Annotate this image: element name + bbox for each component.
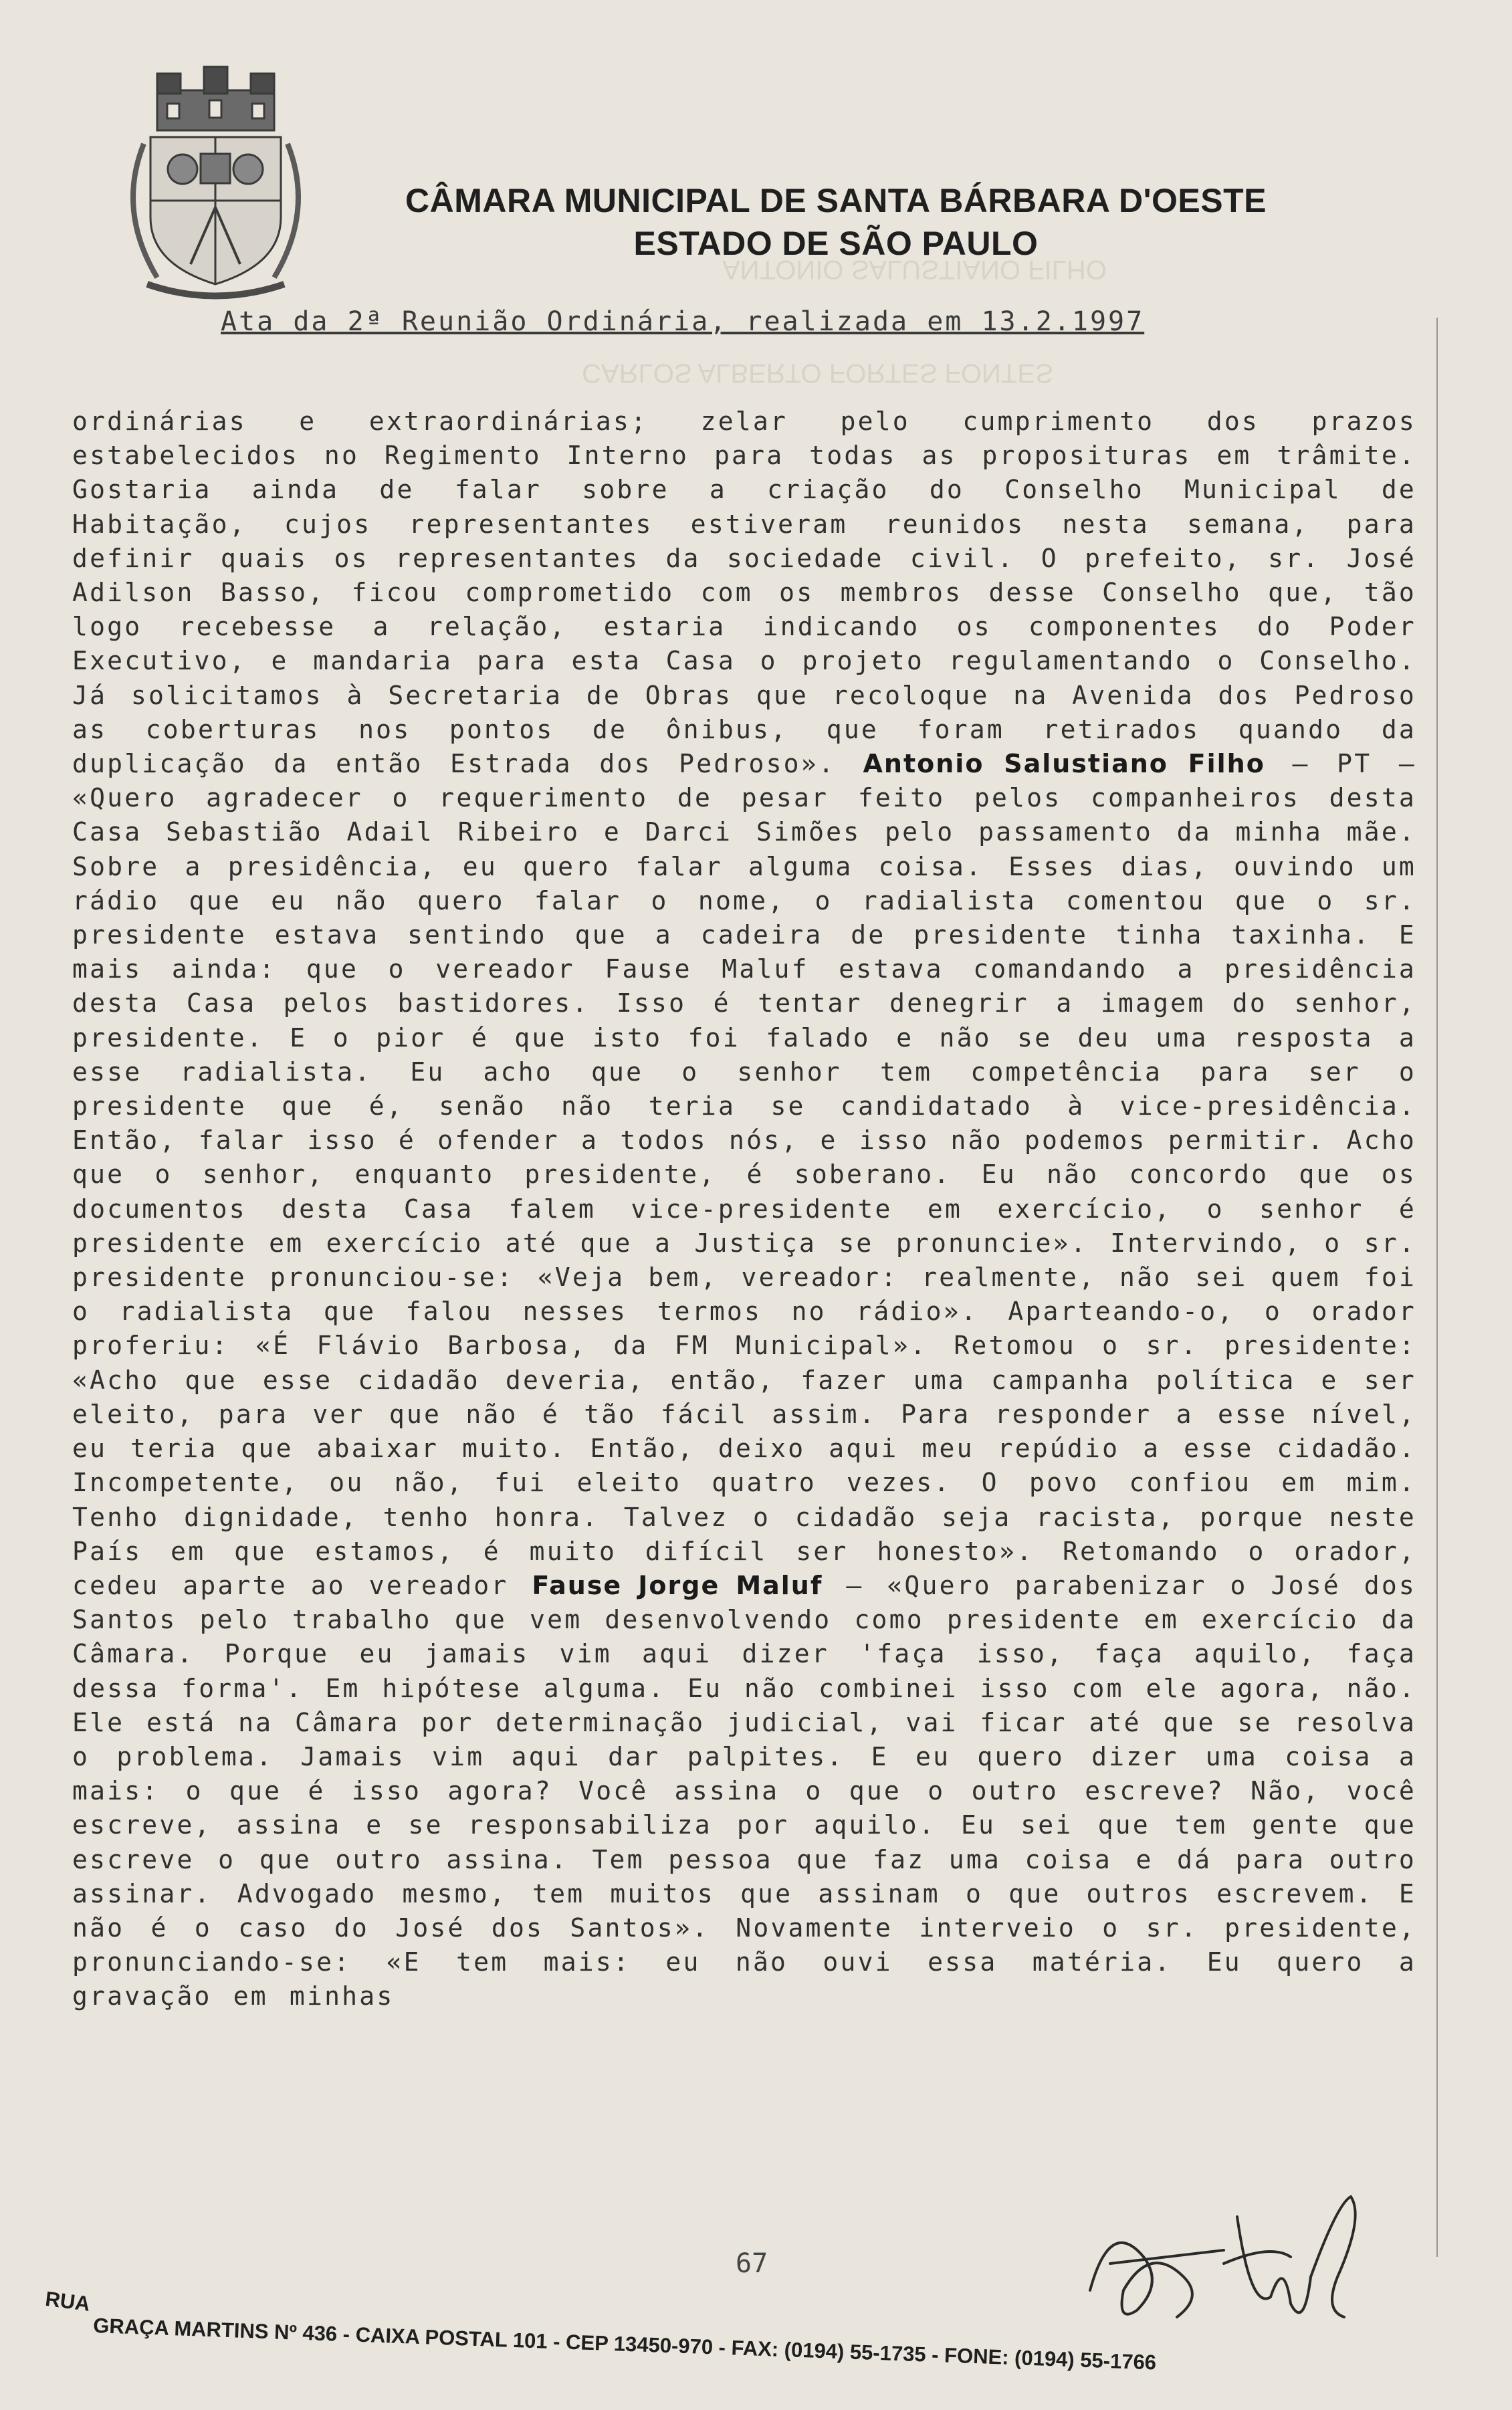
- minutes-body: [72, 405, 1416, 2014]
- institution-name: CÂMARA MUNICIPAL DE SANTA BÁRBARA D'OESTE: [405, 182, 1267, 219]
- letterhead: [374, 179, 1297, 265]
- footer-contact-info: GRAÇA MARTINS Nº 436 - CAIXA POSTAL 101 - CEP 13450-970 - FAX: (0194) 55-1735 - FONE: (0194) 55-1766: [92, 2314, 1157, 2375]
- right-margin-line: [1436, 318, 1438, 2257]
- coat-of-arms-emblem: [117, 64, 314, 308]
- bleed-through-text: CARLOS ALBERTO FORTES FONTES: [582, 358, 1053, 388]
- paragraph-text: – PT – «Quero agradecer o requerimento de pesar feito pelos companheiros desta Casa Sebastião Adail Ribeiro e Darci Simões pelo passamento da minha mãe. Sobre a presidência, eu quero falar alguma coisa. Esses dias, ouvindo um rádio que eu não quero falar o nome, o radialista comentou que o sr. presidente estava sentindo que a cadeira de presidente tinha taxinha. E mais ainda: que o vereador Fause Maluf estava comandando a presidência desta Casa pelos bastidores. Isso é tentar denegrir a imagem do senhor, presidente. E o pior é que isto foi falado e não se deu uma resposta a esse radialista. Eu acho que o senhor tem competência para ser o presidente que é, senão não teria se candidatado à vice-presidência. Então, falar isso é ofender a todos nós, e isso não podemos permitir. Acho que o senhor, enquanto presidente, é soberano. Eu não concordo que os documentos desta Casa falem vice-presidente em exercício, o senhor é presidente em exercício até que a Justiça se pronuncie». Intervindo, o sr. presidente pronunciou-se: «Veja bem, vereador: realmente, não sei quem foi o radialista que falou nesses termos no rádio». Aparteando-o, o orador proferiu: «É Flávio Barbosa, da FM Municipal». Retomou o sr. presidente: «Acho que esse cidadão deveria, então, fazer uma campanha política e ser eleito, para ver que não é tão fácil assim. Para responder a esse nível, eu teria que abaixar muito. Então, deixo aqui meu repúdio a esse cidadão. Incompetente, ou não, fui eleito quatro vezes. O povo confiou em mim. Tenho dignidade, tenho honra. Talvez o cidadão seja racista, porque neste País em que estamos, é muito difícil ser honesto». Retomando o orador, cedeu aparte ao vereador: [72, 749, 1417, 1600]
- paragraph-text: – «Quero parabenizar o José dos Santos pelo trabalho que vem desenvolvendo como presidente em exercício da Câmara. Porque eu jamais vim aqui dizer 'faça isso, faça aquilo, faça dessa forma'. Em hipótese alguma. Eu não combinei isso com ele agora, não. Ele está na Câmara por determinação judicial, vai ficar até que se resolva o problema. Jamais vim aqui dar palpites. E eu quero dizer uma coisa a mais: o que é isso agora? Você assina o que o outro escreve? Não, você escreve, assina e se responsabiliza por aquilo. Eu sei que tem gente que escreve o que outro assina. Tem pessoa que faz uma coisa e dá para outro assinar. Advogado mesmo, tem muitos que assinam o que outros escrevem. E não é o caso do José dos Santos». Novamente interveio o sr. presidente, pronunciando-se: «E tem mais: eu não ouvi essa matéria. Eu quero a gravação em minhas: [72, 1570, 1417, 2011]
- letterhead-footer: [43, 2287, 1465, 2375]
- minutes-title: Ata da 2ª Reunião Ordinária, realizada em 13.2.1997: [221, 306, 1145, 337]
- paragraph-text: ordinárias e extraordinárias; zelar pelo cumprimento dos prazos estabelecidos no Regimento Interno para todas as proposituras em trâmite. Gostaria ainda de falar sobre a criação do Conselho Municipal de Habitação, cujos representantes estiveram reunidos nesta semana, para definir quais os representantes da sociedade civil. O prefeito, sr. José Adilson Basso, ficou comprometido com os membros desse Conselho que, tão logo recebesse a relação, estaria indicando os componentes do Poder Executivo, e mandaria para esta Casa o projeto regulamentando o Conselho. Já solicitamos à Secretaria de Obras que recoloque na Avenida dos Pedroso as coberturas nos pontos de ônibus, que foram retirados quando da duplicação da então Estrada dos Pedroso».: [72, 407, 1416, 779]
- page-number: 67: [736, 2248, 768, 2279]
- footer-street-prefix: RUA: [43, 2287, 92, 2316]
- speaker-name: Antonio Salustiano Filho: [863, 749, 1265, 779]
- state-name: ESTADO DE SÃO PAULO: [633, 225, 1039, 262]
- bleed-through-text: ANTONIO SALUSTIANO FILHO: [722, 255, 1107, 284]
- speaker-name: Fause Jorge Maluf: [532, 1570, 823, 1600]
